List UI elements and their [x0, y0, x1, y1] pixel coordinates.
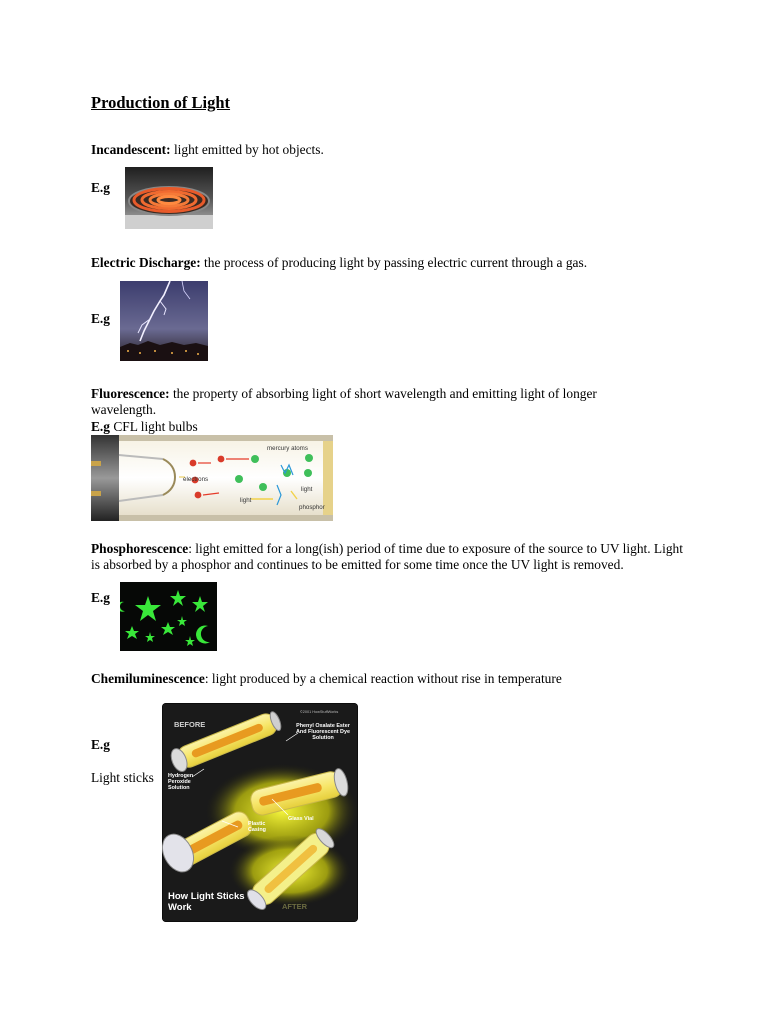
chemiluminescence-term: Chemiluminescence — [91, 671, 205, 686]
chemiluminescence-definition: : light produced by a chemical reaction without rise in temperature — [204, 671, 562, 686]
lightstick-label-before: BEFORE — [174, 720, 206, 729]
glow-stars-image — [120, 582, 217, 651]
page-title: Production of Light — [91, 93, 231, 112]
fluorescence-definition: the property of absorbing light of short wavelength and emitting light of longer wavelength. — [91, 386, 597, 417]
fluorescence-term: Fluorescence: — [91, 386, 170, 401]
chemiluminescence-paragraph — [91, 671, 562, 687]
lightstick-label-after: AFTER — [282, 902, 307, 911]
fluorescence-example: CFL light bulbs — [109, 419, 198, 434]
lightstick-label-plastic: Plastic Casing — [248, 821, 266, 833]
chemiluminescence-eg-label: E.g — [91, 737, 110, 752]
phosphorescence-definition: : light emitted for a long(ish) period of time due to exposure of the source to UV light. Light is absorbed by a phosphor and continues to be emitted for some time once the UV light is removed. — [91, 541, 683, 572]
lightstick-label-how: How Light Sticks Work — [168, 891, 245, 913]
fluorescence-eg: E.g CFL light bulbs — [91, 419, 198, 434]
incandescent-eg-label: E.g — [91, 180, 110, 195]
discharge-eg-label: E.g — [91, 311, 110, 326]
cfl-label-electrons: electrons — [183, 476, 209, 483]
incandescent-paragraph — [91, 142, 324, 158]
lightstick-label-glass-vial: Glass Vial — [288, 816, 314, 822]
cfl-label-light2: light — [301, 486, 313, 493]
phosphorescence-term: Phosphorescence — [91, 541, 189, 556]
lightning-image — [120, 281, 208, 361]
cfl-label-light1: light — [240, 497, 252, 504]
discharge-paragraph — [91, 255, 587, 271]
lightstick-copyright: ©2001 HowStuffWorks — [300, 710, 339, 714]
lightstick-label-hydrogen: Hydrogen Peroxide Solution — [168, 773, 194, 791]
stove-coil-image — [125, 167, 213, 229]
cfl-label-phosphor: phosphor — [299, 504, 325, 511]
lightstick-label-phenyl: Phenyl Oxalate Ester And Fluorescent Dye Solution — [296, 723, 350, 741]
phosphorescence-paragraph — [91, 541, 691, 573]
cfl-diagram — [91, 435, 333, 521]
lightstick-diagram — [162, 703, 358, 922]
discharge-term: Electric Discharge: — [91, 255, 201, 270]
incandescent-definition: light emitted by hot objects. — [170, 142, 324, 157]
cfl-label-mercury: mercury atoms — [267, 445, 308, 452]
incandescent-term: Incandescent: — [91, 142, 171, 157]
phosphorescence-eg-label: E.g — [91, 590, 110, 605]
fluorescence-paragraph — [91, 386, 651, 418]
discharge-definition: the process of producing light by passing electric current through a gas. — [200, 255, 588, 270]
chemiluminescence-example: Light sticks — [91, 770, 154, 785]
